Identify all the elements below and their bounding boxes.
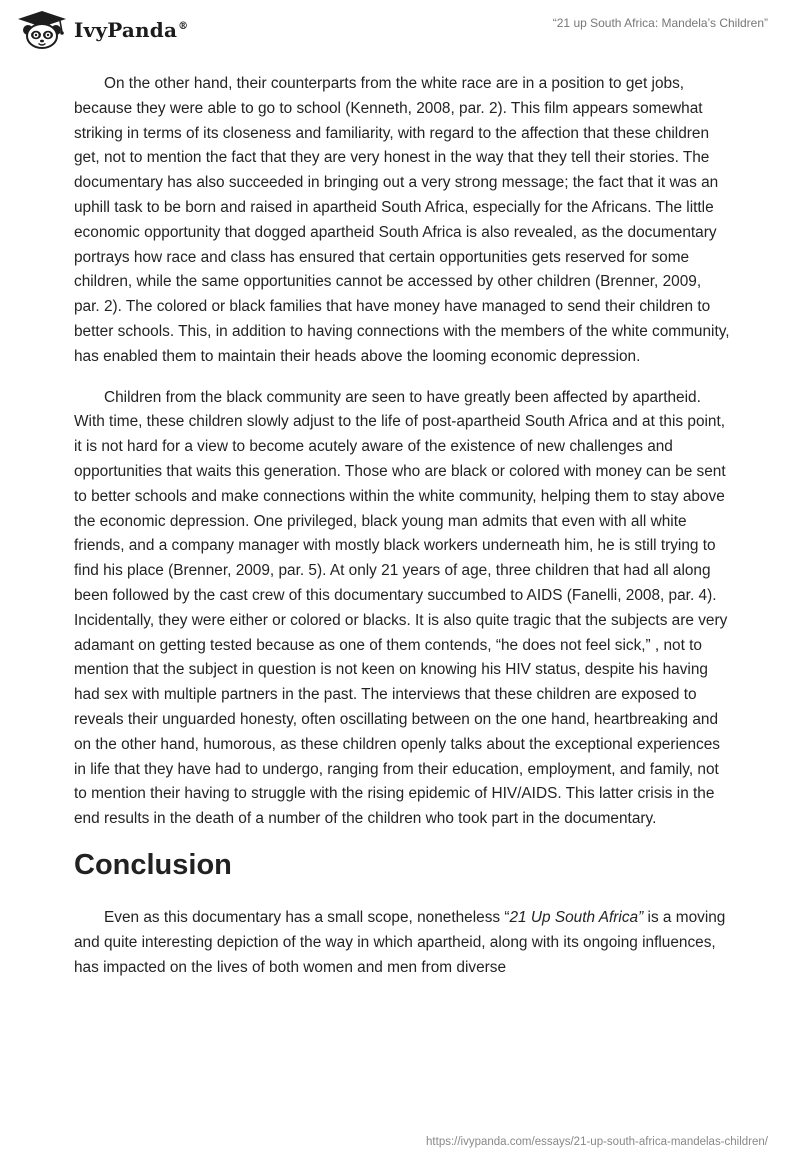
page-header <box>0 0 800 60</box>
source-url[interactable]: https://ivypanda.com/essays/21-up-south-africa-mandelas-children/ <box>426 1136 768 1148</box>
essay-content <box>74 72 730 996</box>
conclusion-paragraph <box>74 906 730 980</box>
conclusion-rest-text: is a moving and quite interesting depiction of the way in which apartheid, along with its ongoing influences, has impacted on the lives of both women and men from diverse <box>74 908 726 976</box>
document-title: “21 up South Africa: Mandela’s Children” <box>552 16 768 30</box>
film-title: 21 Up South Africa” <box>509 908 644 926</box>
conclusion-heading: Conclusion <box>74 848 232 881</box>
conclusion-lead-text: Even as this documentary has a small scope, nonetheless “ <box>104 908 510 926</box>
panda-graduate-icon <box>16 10 68 50</box>
body-paragraph-1: On the other hand, their counterparts from the white race are in a position to get jobs, because they were able to go to school (Kenneth, 2008, par. 2). This film appears somewhat striking in terms of its closeness and familiarity, with regard to the affection that these children get, not to mention the fact that they are very honest in the way that they tell their stories. The documentary has also succeeded in bringing out a very strong message; the fact that it was an uphill task to be born and raised in apartheid South Africa, especially for the Africans. The little economic opportunity that dogged apartheid South Africa is also revealed, as the documentary portrays how race and class has ensured that certain opportunities gets reserved for some children, while the same opportunities cannot be accessed by other children (Brenner, 2009, par. 2). The colored or black families that have money have managed to send their children to better schools. This, in addition to having connections with the members of the white community, has enabled them to maintain their heads above the looming economic depression. <box>74 75 730 365</box>
body-paragraph-2: Children from the black community are seen to have greatly been affected by apartheid. With time, these children slowly adjust to the life of post-apartheid South Africa and at this point, it is not hard for a view to become acutely aware of the existence of new challenges and opportunities that waits this generation. Those who are black or colored with money can be sent to better schools and make connections within the white community, helping them to stay above the economic depression. One privileged, black young man admits that even with all white friends, and a company manager with mostly black workers underneath him, he is still trying to find his place (Brenner, 2009, par. 5). At only 21 years of age, three children that had all along been followed by the cast crew of this documentary succumbed to AIDS (Fanelli, 2008, par. 4). Incidentally, they were either or colored or blacks. It is also quite tragic that the subjects are very adamant on getting tested because as one of them contends, “he does not feel sick,” , not to mention that the subject in question is not keen on knowing his HIV status, despite his having had sex with multiple partners in the past. The interviews that these children are exposed to reveals their unguarded honesty, often oscillating between on the one hand, heartbreaking and on the other hand, humorous, as these children openly talks about the exceptional experiences in life that they have had to undergo, ranging from their education, employment, and family, not to mention their having to struggle with the rising epidemic of HIV/AIDS. This latter crisis in the end results in the death of a number of the children who took part in the documentary. <box>74 388 728 828</box>
logo-name: IvyPanda <box>74 18 178 42</box>
registered-mark: ® <box>178 21 189 33</box>
logo-wordmark <box>74 18 188 42</box>
ivypanda-logo[interactable] <box>16 10 188 50</box>
